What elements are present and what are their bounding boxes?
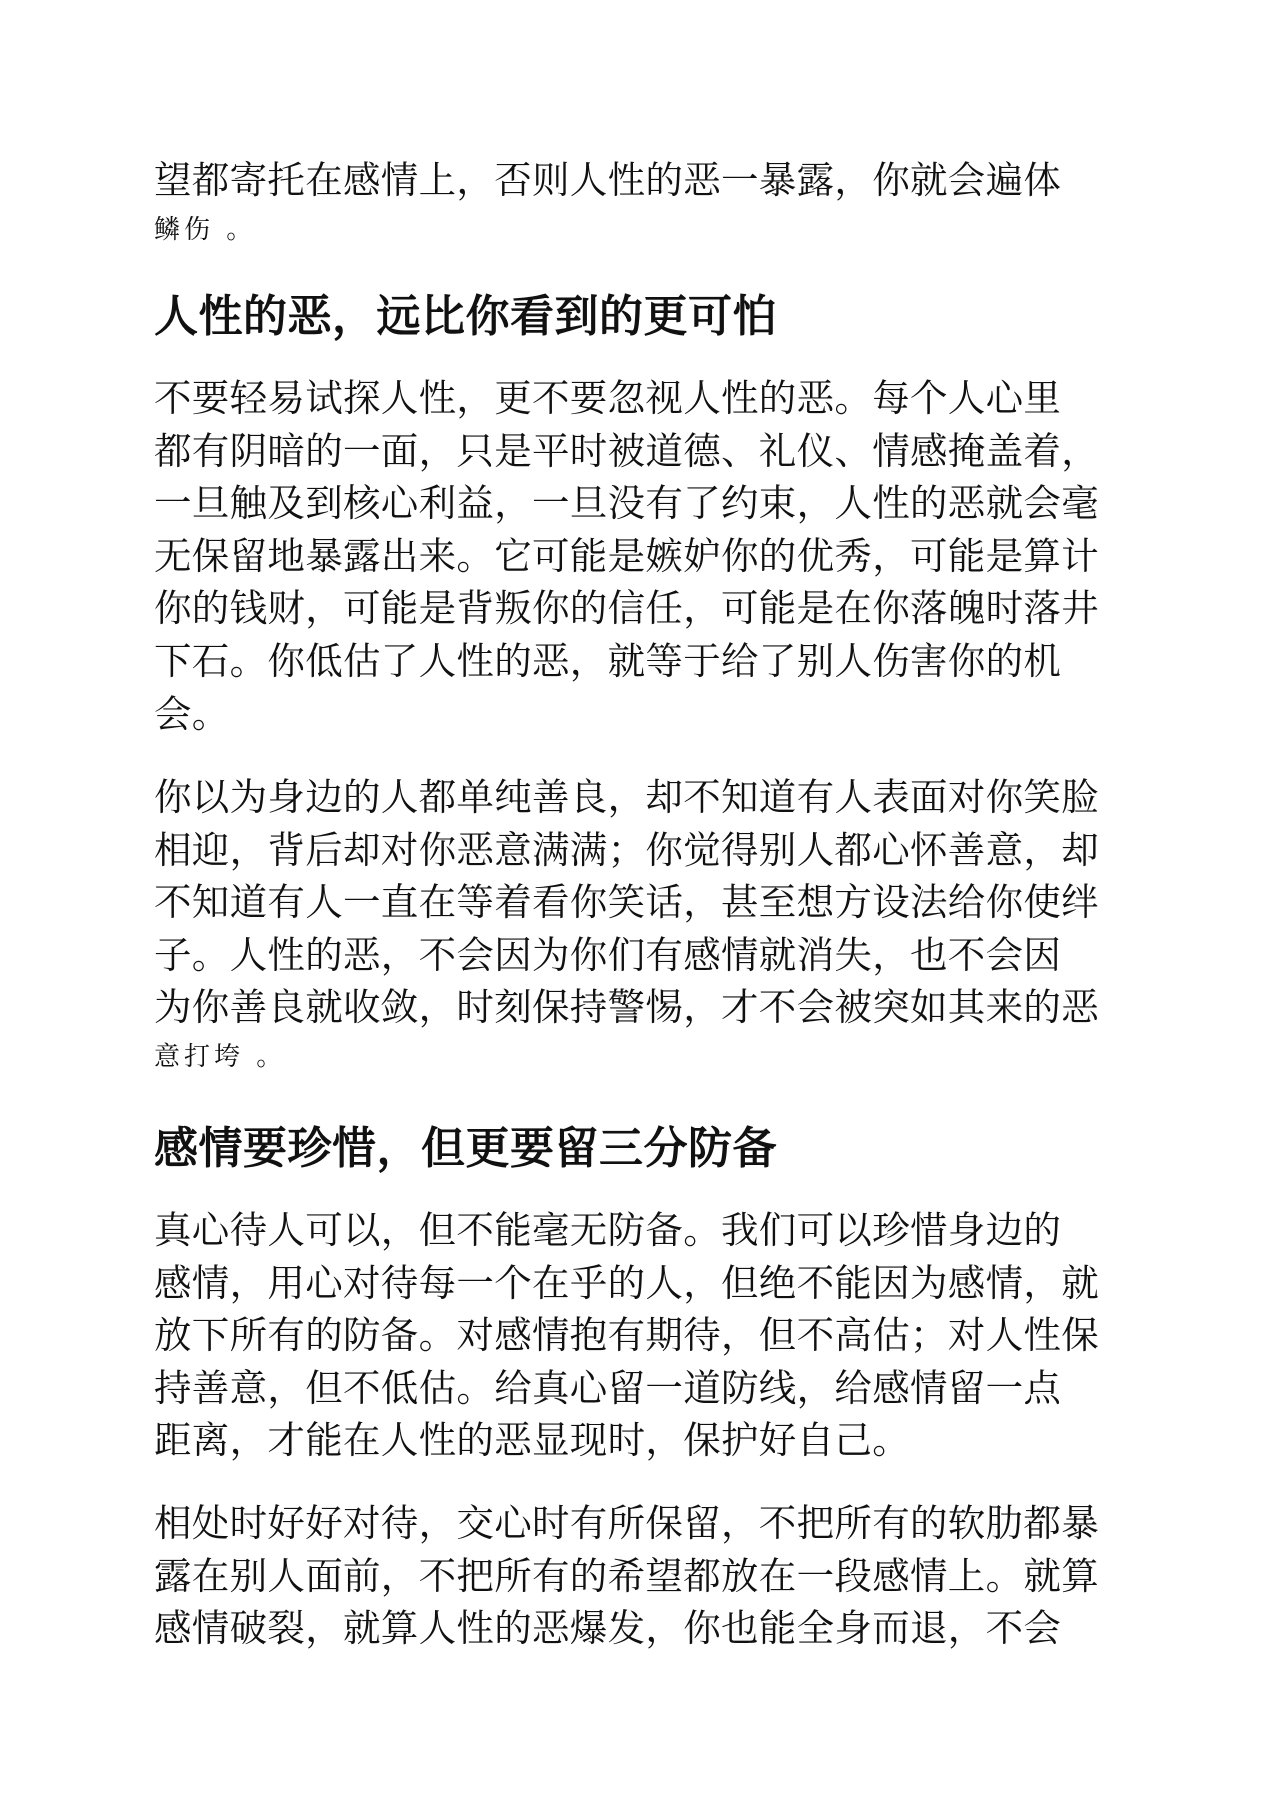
text-line: 露在别人面前，不把所有的希望都放在一段感情上。就算 bbox=[154, 1553, 1099, 1598]
text-line: 不知道有人一直在等着看你笑话，甚至想方设法给你使绊 bbox=[154, 880, 1099, 925]
text-line: 下石。你低估了人性的恶，就等于给了别人伤害你的机 bbox=[154, 638, 1062, 683]
text-line: 不要轻易试探人性，更不要忽视人性的恶。每个人心里 bbox=[154, 376, 1062, 420]
text-line: 持善意，但不低估。给真心留一道防线，给感情留一点 bbox=[154, 1365, 1062, 1410]
paragraph bbox=[154, 771, 1099, 1074]
section-heading-guard: 感情要珍惜，但更要留三分防备 bbox=[154, 1123, 777, 1174]
text-line: 相迎，背后却对你恶意满满；你觉得别人都心怀善意，却 bbox=[154, 827, 1099, 872]
text-line: 望都寄托在感情上，否则人性的恶一暴露，你就会遍体 bbox=[154, 158, 1062, 202]
text-line: 都有阴暗的一面，只是平时被道德、礼仪、情感掩盖着， bbox=[154, 428, 1099, 473]
text-line: 距离，才能在人性的恶显现时，保护好自己。 bbox=[154, 1418, 910, 1463]
text-line: 你以为身边的人都单纯善良，却不知道有人表面对你笑脸 bbox=[154, 775, 1099, 819]
text-line: 放下所有的防备。对感情抱有期待，但不高估；对人性保 bbox=[154, 1313, 1099, 1358]
section-heading-evil: 人性的恶，远比你看到的更可怕 bbox=[154, 291, 777, 342]
text-line: 会。 bbox=[154, 691, 230, 736]
paragraph bbox=[154, 1204, 1099, 1467]
text-line: 感情破裂，就算人性的恶爆发，你也能全身而退，不会 bbox=[154, 1606, 1062, 1651]
paragraph bbox=[154, 372, 1099, 740]
text-line: 感情，用心对待每一个在乎的人，但绝不能因为感情，就 bbox=[154, 1260, 1099, 1305]
paragraph bbox=[154, 1497, 1099, 1655]
text-line: 真心待人可以，但不能毫无防备。我们可以珍惜身边的 bbox=[154, 1208, 1062, 1252]
text-line: 子。人性的恶，不会因为你们有感情就消失，也不会因 bbox=[154, 932, 1062, 977]
text-line: 为你善良就收敛，时刻保持警惕，才不会被突如其来的恶 bbox=[154, 985, 1099, 1030]
text-line: 相处时好好对待，交心时有所保留，不把所有的软肋都暴 bbox=[154, 1501, 1099, 1545]
intro-paragraph bbox=[154, 154, 1061, 247]
text-line: 意打垮 。 bbox=[154, 1041, 287, 1072]
text-line: 一旦触及到核心利益，一旦没有了约束，人性的恶就会毫 bbox=[154, 481, 1099, 526]
text-line: 你的钱财，可能是背叛你的信任，可能是在你落魄时落井 bbox=[154, 586, 1099, 631]
text-line: 无保留地暴露出来。它可能是嫉妒你的优秀，可能是算计 bbox=[154, 533, 1099, 578]
text-line: 鳞伤 。 bbox=[154, 214, 257, 245]
